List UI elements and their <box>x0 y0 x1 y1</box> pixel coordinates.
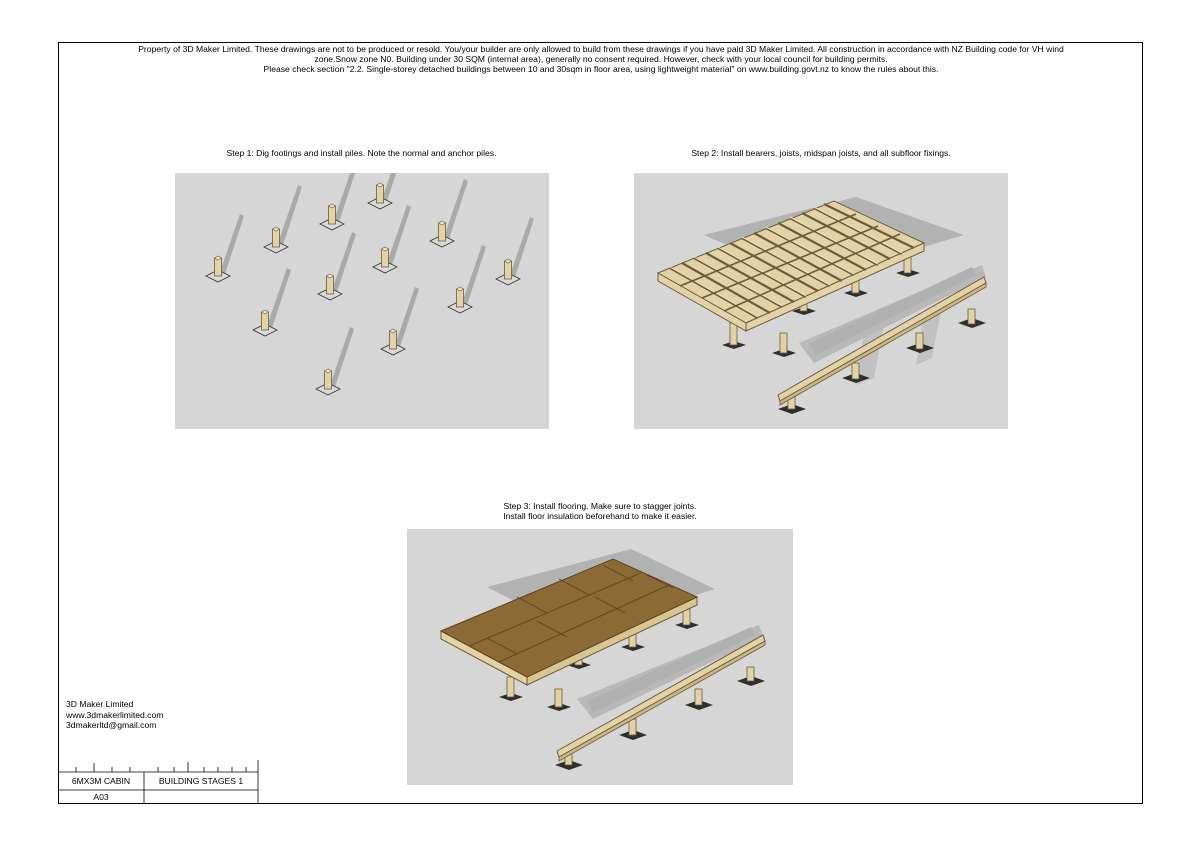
disclaimer-notice <box>60 44 1142 75</box>
flooring-drawing <box>407 529 793 785</box>
company-website: www.3dmakerlimited.com <box>66 709 164 720</box>
step-1-caption: Step 1: Dig footings and install piles. Note the normal and anchor piles. <box>226 148 497 158</box>
pile-12 <box>316 327 354 395</box>
step-2-caption: Step 2: Install bearers, joists, midspan joists, and all subfloor fixings. <box>691 148 951 158</box>
pile-9 <box>496 217 534 285</box>
company-name: 3D Maker Limited <box>66 699 134 709</box>
step-3-caption <box>407 501 793 521</box>
subfloor-framing-drawing <box>634 173 1008 429</box>
project-name: 6MX3M CABIN <box>71 776 131 786</box>
pile-5 <box>373 205 411 273</box>
loose-bearer-footings <box>555 676 765 770</box>
pile-8 <box>448 245 486 313</box>
step-2-illustration <box>634 173 1008 429</box>
pile-4 <box>264 185 302 253</box>
step-3-illustration <box>407 529 793 785</box>
pile-6 <box>206 214 244 282</box>
disclaimer-line-2: zone.Snow zone N0. Building under 30 SQM (internal area), generally no consent required. However, check with your local council for building permits. <box>314 54 888 65</box>
piles-drawing <box>175 173 549 429</box>
pile-10 <box>253 268 291 336</box>
company-email: 3dmakerltd@gmail.com <box>66 720 157 730</box>
sheet-title: BUILDING STAGES 1 <box>158 776 244 786</box>
disclaimer-line-1: Property of 3D Maker Limited. These drawings are not to be produced or resold. You/your builder are only allowed to build from these drawings if you have paid 3D Maker Limited. All construction in accordance with NZ Building code for VH wind <box>138 44 1064 54</box>
step-1-illustration <box>175 173 549 429</box>
step-3-caption-line-2: Install floor insulation beforehand to make it easier. <box>503 511 697 521</box>
pile-11 <box>381 287 419 355</box>
pile-1 <box>368 173 406 209</box>
pile-2 <box>320 173 358 230</box>
step-3-caption-line-1: Step 3: Install flooring. Make sure to stagger joints. <box>503 501 697 511</box>
disclaimer-line-3: Please check section "2.2. Single-storey detached buildings between 10 and 30sqm in floor area, using lightweight material" on www.building.govt.nz to know the rules about this. <box>263 64 939 75</box>
sheet-number: A03 <box>93 792 109 802</box>
company-info <box>66 699 163 731</box>
pile-7 <box>318 232 356 300</box>
pile-3 <box>430 179 468 247</box>
